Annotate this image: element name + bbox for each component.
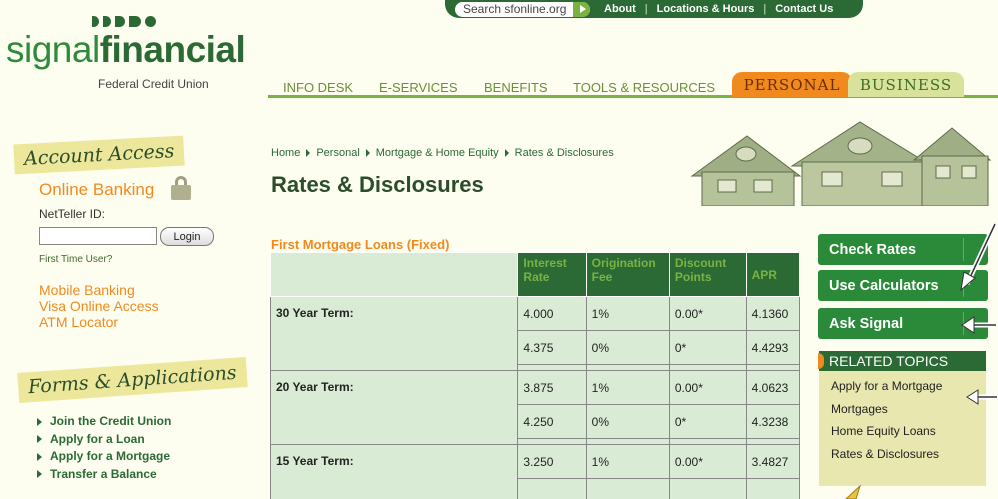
nav-benefits[interactable]: BENEFITS xyxy=(484,80,548,95)
atm-locator-link[interactable]: ATM Locator xyxy=(39,314,119,330)
cell-fee: 0% xyxy=(586,331,669,365)
header-apr: APR xyxy=(746,253,799,297)
table-row xyxy=(271,297,800,331)
cell-fee: 1% xyxy=(586,445,669,479)
cell-points: 0.00* xyxy=(669,445,746,479)
cell-rate: 3.875 xyxy=(518,371,586,405)
breadcrumb-home[interactable]: Home xyxy=(271,147,301,159)
first-time-user-link[interactable]: First Time User? xyxy=(39,254,113,265)
breadcrumb-separator-icon xyxy=(366,149,370,157)
money-houses-image xyxy=(682,114,992,206)
breadcrumb-personal[interactable]: Personal xyxy=(316,147,360,159)
cell-apr: 4.1360 xyxy=(746,297,799,331)
utility-links: About | Locations & Hours | Contact Us xyxy=(604,3,834,15)
rates-header-row xyxy=(271,253,800,297)
cell-rate: 3.250 xyxy=(518,445,586,479)
bullet-icon xyxy=(37,418,42,426)
cell-apr: 4.0623 xyxy=(746,371,799,405)
breadcrumb-rates: Rates & Disclosures xyxy=(514,147,614,159)
main-nav xyxy=(268,72,998,98)
related-home-equity-link[interactable]: Home Equity Loans xyxy=(831,424,936,438)
pointer-arrow-icon xyxy=(960,314,998,336)
cell-rate: 4.000 xyxy=(518,297,586,331)
tab-business[interactable]: BUSINESS xyxy=(848,72,964,97)
utility-bar xyxy=(445,0,863,18)
section-title: First Mortgage Loans (Fixed) xyxy=(271,237,450,252)
search-label: Search sfonline.org xyxy=(463,2,567,16)
forms-applications-heading: Forms & Applications xyxy=(17,357,247,403)
online-banking-link[interactable]: Online Banking xyxy=(39,180,155,199)
account-access-heading: Account Access xyxy=(13,136,185,175)
nav-tools-resources[interactable]: TOOLS & RESOURCES xyxy=(573,80,716,95)
cell-fee: 1% xyxy=(586,297,669,331)
logo-subtitle: Federal Credit Union xyxy=(98,77,209,91)
netteller-id-input[interactable] xyxy=(39,227,157,245)
related-apply-mortgage-link[interactable]: Apply for a Mortgage xyxy=(831,379,943,393)
pointer-arrow-icon xyxy=(842,484,864,499)
term-label: 20 Year Term: xyxy=(271,371,518,445)
forms-list xyxy=(37,413,171,483)
login-button[interactable]: Login xyxy=(160,227,214,246)
about-link[interactable]: About xyxy=(604,3,636,15)
visa-online-access-link[interactable]: Visa Online Access xyxy=(39,298,159,314)
cell-points xyxy=(669,479,746,499)
breadcrumb-separator-icon xyxy=(505,149,509,157)
bullet-icon xyxy=(37,453,42,461)
cell-rate: 4.250 xyxy=(518,405,586,439)
cell-points: 0.00* xyxy=(669,297,746,331)
cell-points: 0* xyxy=(669,405,746,439)
cell-fee: 0% xyxy=(586,405,669,439)
table-row xyxy=(271,371,800,405)
breadcrumb xyxy=(271,147,614,159)
cell-apr: 4.4293 xyxy=(746,331,799,365)
related-topics-list xyxy=(819,371,986,465)
related-topics-heading: RELATED TOPICS xyxy=(819,351,986,371)
bullet-icon xyxy=(37,435,42,443)
header-origination-fee: Origination Fee xyxy=(586,253,669,297)
term-label: 15 Year Term: xyxy=(271,445,518,499)
nav-info-desk[interactable]: INFO DESK xyxy=(283,80,354,95)
cell-apr: 4.3238 xyxy=(746,405,799,439)
breadcrumb-separator-icon xyxy=(306,149,310,157)
cell-apr xyxy=(746,479,799,499)
nav-e-services[interactable]: E-SERVICES xyxy=(379,80,458,95)
use-calculators-button[interactable]: Use Calculators xyxy=(818,270,988,301)
bullet-icon xyxy=(37,470,42,478)
related-topics-box xyxy=(819,351,986,486)
join-credit-union-link[interactable]: Join the Credit Union xyxy=(37,413,171,431)
lock-icon xyxy=(171,176,191,200)
search-go-icon[interactable] xyxy=(573,2,590,17)
rates-table xyxy=(270,252,800,499)
header-term xyxy=(271,253,518,297)
pointer-arrow-icon xyxy=(965,388,998,406)
site-search-box[interactable] xyxy=(455,2,590,17)
ask-signal-button[interactable]: Ask Signal xyxy=(818,308,988,339)
netteller-label: NetTeller ID: xyxy=(39,207,106,221)
header-discount-points: Discount Points xyxy=(669,253,746,297)
cell-rate: 4.375 xyxy=(518,331,586,365)
transfer-balance-link[interactable]: Transfer a Balance xyxy=(37,466,171,484)
table-row xyxy=(271,445,800,479)
term-label: 30 Year Term: xyxy=(271,297,518,371)
page-title: Rates & Disclosures xyxy=(271,172,484,197)
tab-personal[interactable]: PERSONAL xyxy=(732,72,852,97)
related-mortgages-link[interactable]: Mortgages xyxy=(831,401,888,416)
locations-hours-link[interactable]: Locations & Hours xyxy=(656,3,755,15)
apply-loan-link[interactable]: Apply for a Loan xyxy=(37,431,171,449)
cell-apr: 3.4827 xyxy=(746,445,799,479)
header-interest-rate: Interest Rate xyxy=(518,253,586,297)
contact-us-link[interactable]: Contact Us xyxy=(775,3,834,15)
pointer-arrow-icon xyxy=(955,222,998,292)
related-rates-disclosures-link[interactable]: Rates & Disclosures xyxy=(831,446,940,461)
sidebar-links xyxy=(39,282,159,330)
logo-dots-icon xyxy=(92,16,156,27)
check-rates-button[interactable]: Check Rates xyxy=(818,234,988,265)
mobile-banking-link[interactable]: Mobile Banking xyxy=(39,282,135,298)
breadcrumb-mortgage[interactable]: Mortgage & Home Equity xyxy=(375,147,499,159)
apply-mortgage-link[interactable]: Apply for a Mortgage xyxy=(37,448,171,466)
cell-points: 0* xyxy=(669,331,746,365)
logo[interactable]: signalfinancial xyxy=(6,29,246,70)
cell-rate xyxy=(518,479,586,499)
cell-points: 0.00* xyxy=(669,371,746,405)
cell-fee xyxy=(586,479,669,499)
cell-fee: 1% xyxy=(586,371,669,405)
